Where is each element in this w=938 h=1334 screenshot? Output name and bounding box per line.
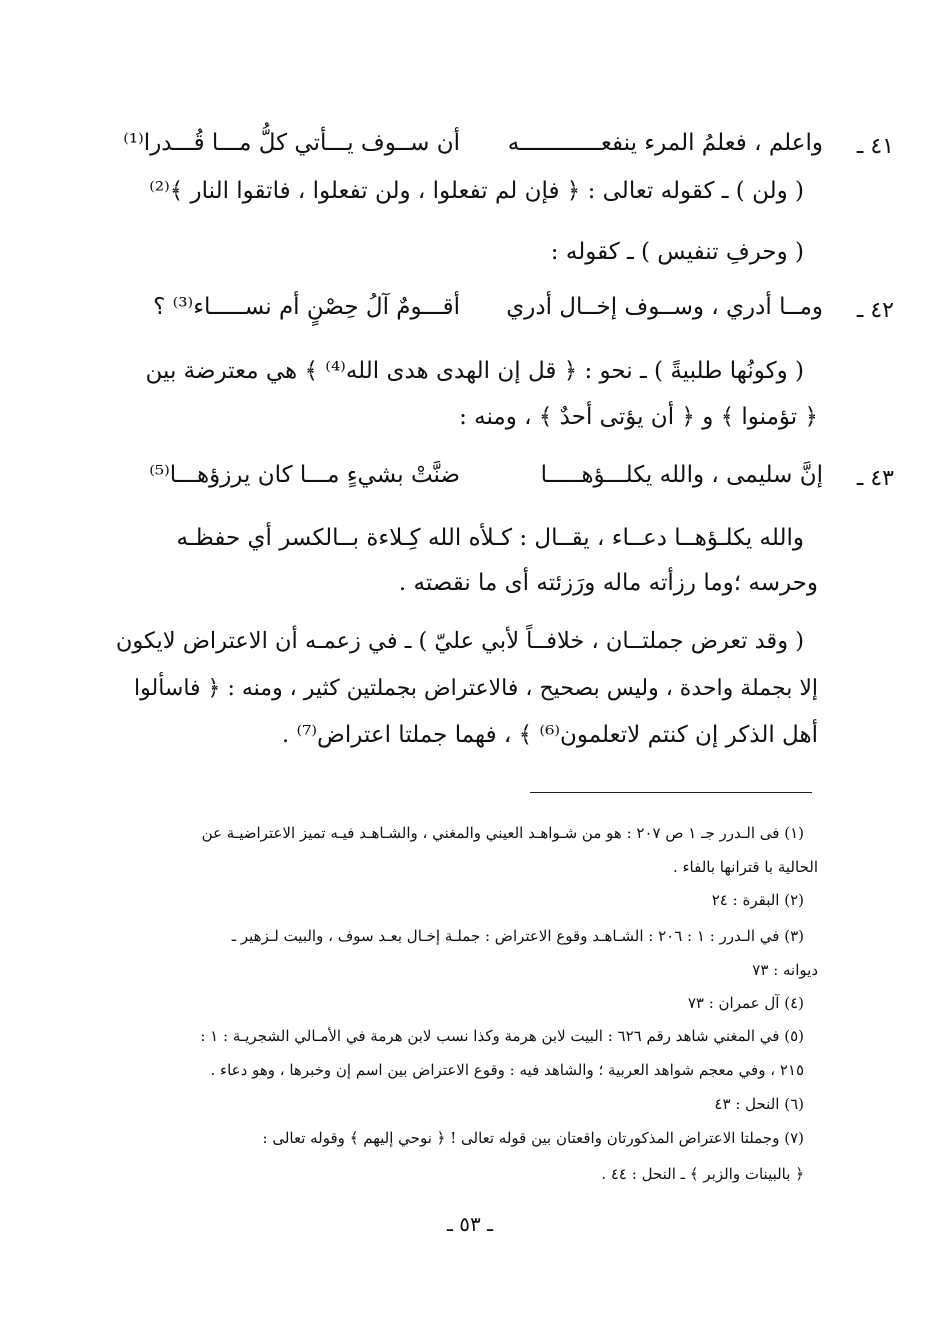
text-line: ( وحرفِ تنفيس ) ـ كقوله : xyxy=(550,239,804,265)
text-line: ( ولن ) ـ كقوله تعالى : ﴿ فإن لم تفعلوا ، ولن تفعلوا ، فاتقوا النار ﴾⁽²⁾ xyxy=(149,178,804,204)
footnote-line: (٣) في الـدرر : ١ : ٢٠٦ : الشـاهـد وقوع الاعتراض : جملـة إخـال بعـد سوف ، والبيت لـزهير ـ xyxy=(231,927,804,945)
footnote-line: (٦) النحل : ٤٣ xyxy=(714,1095,804,1113)
text-line: والله يكلـؤهــا دعــاء ، يقــال : كـلأه الله كِـلاءة بــالكسر أي حفظـه xyxy=(176,525,804,551)
verse-first-hemistich: إنَّ سليمى ، والله يكلـــؤهـــــا xyxy=(540,462,823,488)
verse-41 xyxy=(0,128,938,162)
footnote-line: (١) فى الـدرر جـ ١ ص ٢٠٧ : هو من شـواهـد العيني والمغني ، والشـاهـد فيـه تميز الاعتراضيـة عن xyxy=(201,824,804,842)
footnote-line: ﴿ بالبينات والزبر ﴾ ـ النحل : ٤٤ . xyxy=(601,1165,804,1183)
text-line: أهل الذكر إن كنتم لاتعلمون⁽⁶⁾ ﴾ ، فهما جملتا اعتراض⁽⁷⁾ . xyxy=(281,722,818,748)
page-number: ـ ٥٣ ـ xyxy=(447,1212,493,1236)
text-line: وحرسه ؛وما رزأته ماله ورَزئته أى ما نقصته . xyxy=(398,570,818,596)
footnote-line: (٤) آل عمران : ٧٣ xyxy=(687,994,804,1012)
verse-number: ٤٢ ـ xyxy=(856,298,894,323)
verse-second-hemistich: أن ســوف يـــأتي كلُّ مـــا قُـــدرا⁽¹⁾ xyxy=(123,130,460,156)
text-line: ( وكونُها طلبيةً ) ـ نحو : ﴿ قل إن الهدى هدى الله⁽⁴⁾ ﴾ هي معترضة بين xyxy=(145,358,804,384)
footnote-separator xyxy=(530,792,812,793)
text-line: ﴿ تؤمنوا ﴾ و ﴿ أن يؤتى أحدٌ ﴾ ، ومنه : xyxy=(459,404,818,430)
verse-number: ٤١ ـ xyxy=(856,134,894,159)
footnote-line: (٧) وجملتا الاعتراض المذكورتان واقعتان بين قوله تعالى ! ﴿ نوحي إليهم ﴾ وقوله تعالى : xyxy=(262,1129,804,1147)
text-line: ( وقد تعرض جملتــان ، خلافــاً لأبي عليّ ) ـ في زعمـه أن الاعتراض لايكون xyxy=(115,628,804,654)
footnote-line: (٢) البقرة : ٢٤ xyxy=(711,891,804,909)
verse-second-hemistich: أقـــومٌ آلُ حِصْنٍ أم نســـــاء⁽³⁾ ؟ xyxy=(153,294,460,320)
verse-42 xyxy=(0,292,938,326)
verse-number: ٤٣ ـ xyxy=(856,466,894,491)
verse-second-hemistich: ضنَّتْ بشيءٍ مـــا كان يرزؤهـــا⁽⁵⁾ xyxy=(149,462,460,488)
text-line: إلا بجملة واحدة ، وليس بصحيح ، فالاعتراض بجملتين كثير ، ومنه : ﴿ فاسألوا xyxy=(134,676,818,701)
verse-first-hemistich: ومــا أدري ، وســوف إخــال أدري xyxy=(506,294,823,320)
footnote-line: الحالية با قترانها بالفاء . xyxy=(672,858,818,876)
footnote-line: (٥) في المغني شاهد رقم ٦٢٦ : البيت لابن هرمة وكذا نسب لابن هرمة في الأمـالي الشجريـة : ١ : xyxy=(200,1027,804,1045)
verse-43 xyxy=(0,460,938,494)
footnote-line: ديوانه : ٧٣ xyxy=(752,961,818,979)
footnote-line: ٢١٥ ، وفي معجم شواهد العربية ؛ والشاهد فيه : وقوع الاعتراض بين اسم إن وخبرها ، وهو دعاء . xyxy=(210,1061,804,1079)
verse-first-hemistich: واعلم ، فعلمُ المرء ينفعــــــــــــه xyxy=(507,130,823,156)
